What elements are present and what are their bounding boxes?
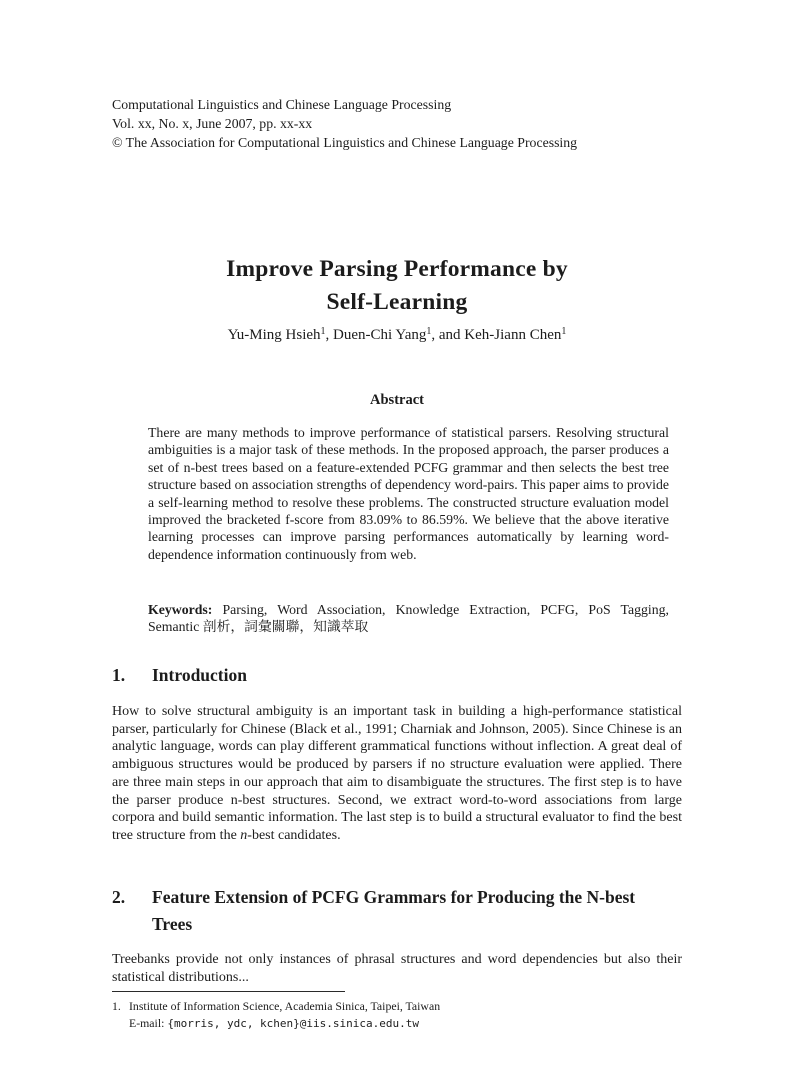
section-1-text-b: -best candidates. (247, 827, 341, 843)
footnote-content (129, 998, 682, 1032)
footnote-email: {morris, ydc, kchen}@iis.sinica.edu.tw (167, 1016, 420, 1030)
keywords-label: Keywords: (148, 602, 213, 617)
footnote-marker: 1. (112, 999, 121, 1013)
paper-title (0, 253, 794, 319)
section-1-italic-n: n (240, 827, 248, 843)
section-1-title: Introduction (152, 665, 247, 685)
footnote-email-label: E-mail: (129, 1015, 168, 1030)
abstract-heading: Abstract (370, 392, 424, 408)
author-2-affiliation-mark: 1 (426, 326, 432, 337)
section-1-text-a: How to solve structural ambiguity is an important task in building a high-performance statistical parser, particularly for Chinese (Black et al., 1991; Charniak and Johnson, 2005). Since Chinese is an analytic language, words can play different grammatical functions without inflection. A great deal of ambiguous structures would be produced by parsers if no structure evaluation were applied. There are three main steps in our approach that aim to disambiguate the structures. The first step is to have the parser produce n-best structures. Second, we extract word-to-word associations from large corpora and build semantic information. The last step is to build a structural evaluator to find the best tree structure from the (112, 704, 682, 843)
author-3-affiliation-mark: 1 (561, 326, 567, 337)
paper-title-line-1: Improve Parsing Performance by (226, 256, 568, 282)
section-2-title: Feature Extension of PCFG Grammars for Producing the N-best Trees (152, 887, 636, 934)
journal-volume-info: Vol. xx, No. x, June 2007, pp. xx-xx (112, 116, 313, 131)
abstract-body: There are many methods to improve performance of statistical parsers. Resolving structural ambiguities is a major task of these methods. In the proposed approach, the parser produces a set of n-best trees based on a feature-extended PCFG grammar and then selects the best tree structure based on association strengths of dependency word-pairs. This paper aims to provide a self-learning method to resolve these problems. The constructed structure evaluation model improved the bracketed f-score from 83.09% to 86.59%. We believe that the above iterative learning processes can improve parsing performances automatically by learning word-dependence information continuously from web. (148, 425, 669, 562)
author-3: , and Keh-Jiann Chen (431, 327, 562, 343)
journal-copyright: © The Association for Computational Linguistics and Chinese Language Processing (112, 135, 578, 150)
section-1-heading (112, 662, 684, 689)
keywords-text: Parsing, Word Association, Knowledge Extraction, PCFG, PoS Tagging, Semantic 剖析，詞彙關聯，知識萃取 (148, 602, 669, 635)
paper-title-line-2: Self-Learning (326, 289, 468, 315)
keywords-line (148, 601, 669, 636)
section-1-paragraph (112, 703, 682, 845)
journal-header (112, 95, 692, 152)
author-2: , Duen-Chi Yang (325, 327, 427, 343)
section-2-paragraph: Treebanks provide not only instances of phrasal structures and word dependencies but also their statistical distributions... (112, 952, 682, 985)
section-2-number: 2. (112, 887, 126, 907)
footnote-affiliation: Institute of Information Science, Academia Sinica, Taipei, Taiwan (129, 999, 441, 1013)
footnote (112, 998, 682, 1032)
author-line (0, 327, 794, 344)
section-2-heading (112, 884, 684, 938)
journal-name: Computational Linguistics and Chinese Language Processing (112, 97, 452, 112)
author-1-affiliation-mark: 1 (320, 326, 326, 337)
section-1-number: 1. (112, 665, 126, 685)
footnote-divider (112, 991, 345, 992)
author-1: Yu-Ming Hsieh (227, 327, 321, 343)
